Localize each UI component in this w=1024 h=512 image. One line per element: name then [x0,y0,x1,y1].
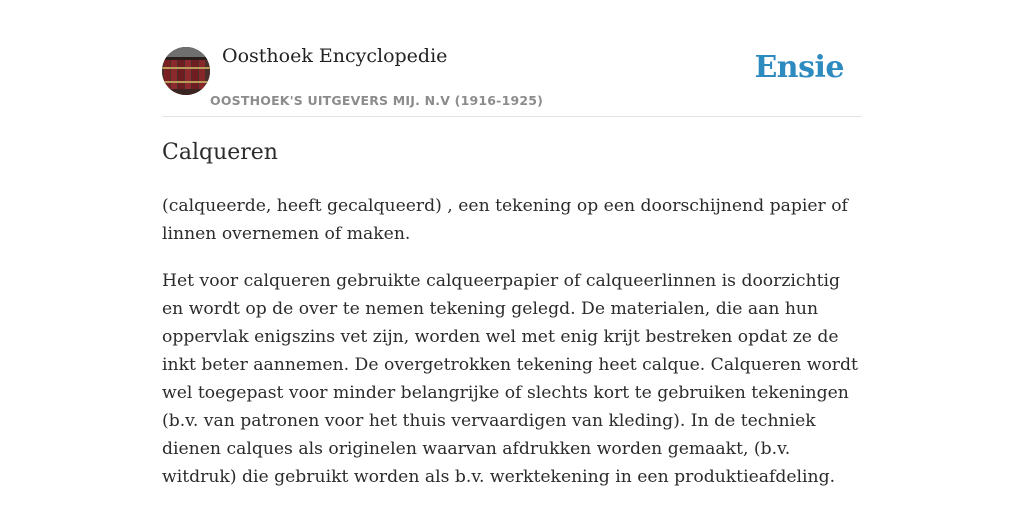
entry-body [162,192,862,510]
entry-paragraph-2: Het voor calqueren gebruikte calqueerpapier of calqueerlinnen is doorzichtig en wordt op de over te nemen tekening gelegd. De materialen, die aan hun oppervlak enigszins vet zijn, worden wel met enig krijt bestreken opdat ze de inkt beter aannemen. De overgetrokken tekening heet calque. Calqueren wordt wel toegepast voor minder belangrijke of slechts kort te gebruiken tekeningen (b.v. van patronen voor het thuis vervaardigen van kleding). In de techniek dienen calques als originelen waarvan afdrukken worden gemaakt, (b.v. witdruk) die gebruikt worden als b.v. werktekening in een produktieafdeling. [162,271,858,487]
entry-title: Calqueren [162,140,278,165]
brand-logo[interactable]: Ensie [754,50,844,85]
source-subtitle: OOSTHOEK'S UITGEVERS MIJ. N.V (1916-1925) [210,93,544,108]
header [162,0,862,117]
entry-paragraph-1: (calqueerde, heeft gecalqueerd) , een tekening op een doorschijnend papier of linnen overnemen of maken. [162,196,848,244]
source-title[interactable]: Oosthoek Encyclopedie [222,45,448,67]
books-icon[interactable] [162,47,210,95]
page [162,0,862,512]
